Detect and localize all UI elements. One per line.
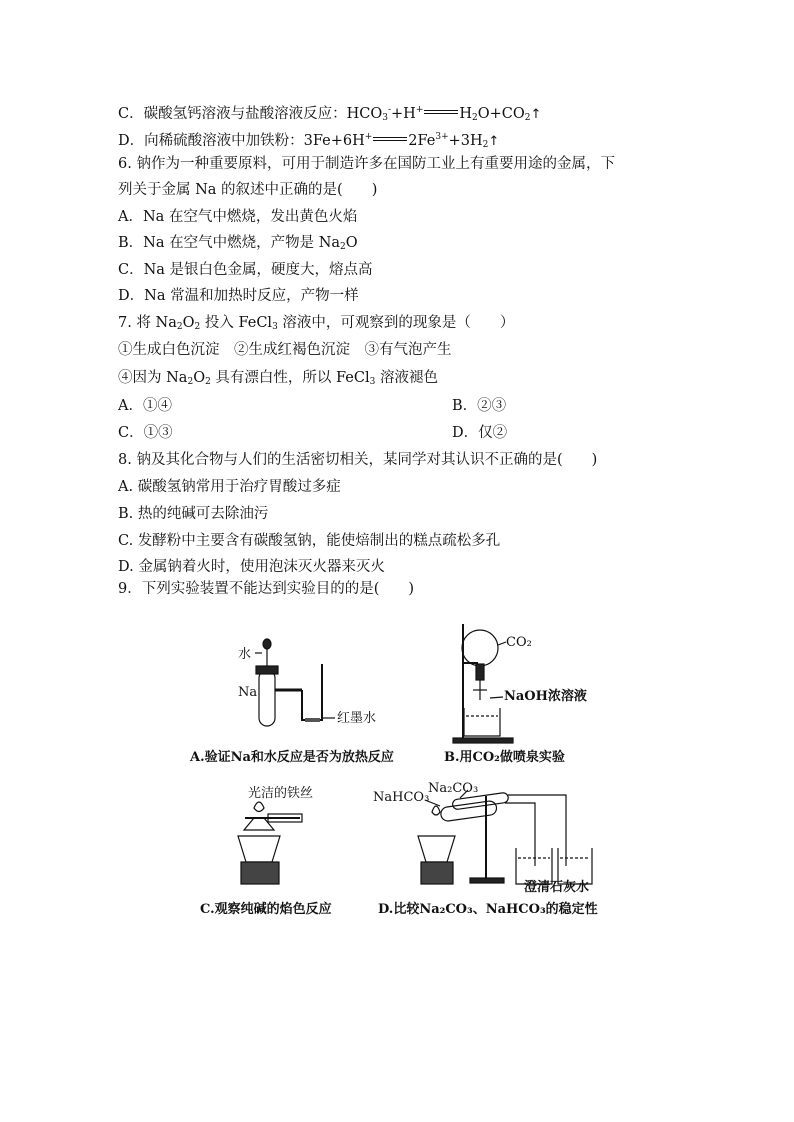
label-naoh: NaOH浓溶液 (504, 689, 587, 704)
q7-option-a: A．①④ (118, 398, 172, 414)
caption-d: D.比较Na₂CO₃、NaHCO₃的稳定性 (378, 902, 598, 917)
q6-option-a: A．Na 在空气中燃烧，发出黄色火焰 (118, 209, 358, 225)
q7-option-d: D．仅② (452, 425, 508, 441)
q6-option-d: D．Na 常温和加热时反应，产物一样 (118, 288, 359, 304)
q5-option-d: D．向稀硫酸溶液中加铁粉：3Fe+6H+ $2Fe^{3+}+3H_2↑$ (118, 132, 500, 150)
apparatus-b (453, 624, 513, 743)
label-nahco3: NaHCO₃ (373, 790, 430, 805)
q7-stem: 7. 将 $Na_2O_2$ 投入 FeCl$_3$ 溶液中，可观察到的现象是（ ） (118, 315, 515, 332)
label-na2co3: Na₂CO₃ (428, 781, 479, 796)
q7-items: ①生成白色沉淀 ②生成红褐色沉淀 ③有气泡产生 (118, 342, 452, 358)
q7-option-b: B．②③ (452, 398, 507, 414)
label-limewater: 澄清石灰水 (524, 880, 590, 895)
caption-c: C.观察纯碱的焰色反应 (200, 902, 332, 917)
q8-option-b: B. 热的纯碱可去除油污 (118, 506, 269, 522)
label-wire: 光洁的铁丝 (248, 786, 314, 801)
gas-arrow-icon: ↑ (530, 107, 542, 122)
apparatus-c (238, 802, 302, 884)
caption-b: B.用CO₂做喷泉实验 (444, 750, 565, 765)
q6-option-c: C．Na 是银白色金属，硬度大，熔点高 (118, 262, 373, 278)
apparatus-d (418, 790, 592, 884)
q7-item4: ④因为 $Na_2O_2$ 具有漂白性，所以 FeCl$_3$ 溶液褪色 (118, 370, 438, 387)
apparatus-a (255, 639, 335, 726)
label-na: Na (238, 685, 258, 700)
q7-option-c: C．①③ (118, 425, 173, 441)
q9-stem: 9．下列实验装置不能达到实验目的的是( ) (118, 581, 415, 597)
gas-arrow-icon: ↑ (488, 134, 500, 149)
q8-stem: 8. 钠及其化合物与人们的生活密切相关，某同学对其认识不正确的是( ) (118, 452, 598, 468)
label-co2: CO₂ (506, 635, 532, 650)
q6-option-b: B．Na 在空气中燃烧，产物是 $Na_2O$ (118, 235, 358, 252)
q8-option-c: C. 发酵粉中主要含有碳酸氢钠，能使焙制出的糕点疏松多孔 (118, 533, 501, 549)
q6-stem-line2: 列关于金属 Na 的叙述中正确的是( ) (118, 182, 378, 198)
q8-option-a: A. 碳酸氢钠常用于治疗胃酸过多症 (118, 479, 341, 495)
label-water: 水 (238, 647, 252, 662)
q5-option-c: C．碳酸氢钙溶液与盐酸溶液反应：$HCO_3^-+H^+$ $H_2O+CO_2↑$ (118, 105, 542, 123)
label-ink: 红墨水 (337, 711, 377, 726)
q8-option-d: D. 金属钠着火时，使用泡沫灭火器来灭火 (118, 559, 385, 575)
q6-stem-line1: 6. 钠作为一种重要原料，可用于制造许多在国防工业上有重要用途的金属，下 (118, 156, 615, 172)
caption-a: A.验证Na和水反应是否为放热反应 (190, 750, 394, 765)
